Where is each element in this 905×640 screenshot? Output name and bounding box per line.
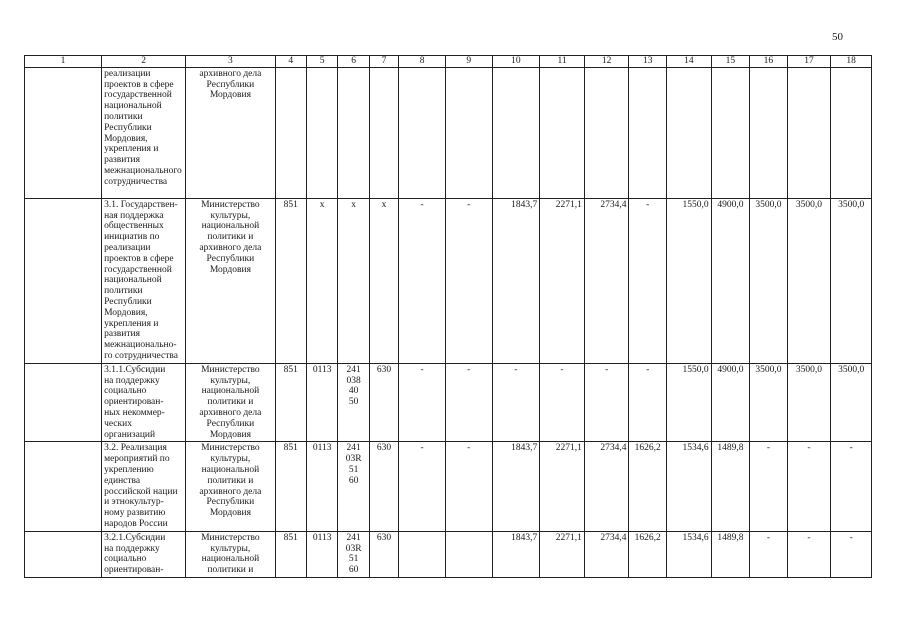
table-cell (629, 67, 667, 198)
executor-cell: архивного дела Республики Мордовия (186, 67, 275, 198)
table-cell: 851 (275, 198, 306, 363)
table-cell: 1550,0 (667, 363, 712, 442)
table-cell: 1843,7 (492, 531, 540, 577)
table-cell (540, 67, 585, 198)
table-cell: 2271,1 (540, 442, 585, 531)
executor-cell: Министерство культуры, национальной политики и архивного дела Республики Мордовия (186, 198, 275, 363)
table-cell (25, 363, 102, 442)
table-cell: 2734,4 (584, 442, 629, 531)
table-cell (667, 67, 712, 198)
column-header: 10 (492, 56, 540, 68)
table-cell: - (540, 363, 585, 442)
column-header: 14 (667, 56, 712, 68)
table-cell: - (750, 531, 788, 577)
header-row (25, 56, 872, 68)
budget-table (24, 55, 872, 578)
event-name-cell: 3.1.1.Субсидии на поддержку социально ориентирован- ных некоммер- ческих организаций (102, 363, 186, 442)
table-cell (445, 67, 492, 198)
table-cell: - (787, 442, 831, 531)
table-row (25, 198, 872, 363)
table-cell: 1843,7 (492, 442, 540, 531)
table-cell (750, 67, 788, 198)
column-header: 8 (399, 56, 446, 68)
column-header: 6 (338, 56, 369, 68)
column-header: 1 (25, 56, 102, 68)
table-cell (445, 531, 492, 577)
table-cell: - (584, 363, 629, 442)
table-cell: х (306, 198, 337, 363)
table-row (25, 531, 872, 577)
table-cell: - (629, 198, 667, 363)
table-cell: 3500,0 (831, 363, 872, 442)
table-cell: - (492, 363, 540, 442)
table-cell: - (831, 442, 872, 531)
table-cell: - (750, 442, 788, 531)
event-name-cell: 3.2.1.Субсидии на поддержку социально ориентирован- (102, 531, 186, 577)
table-cell (25, 67, 102, 198)
page-number: 50 (832, 31, 843, 43)
table-cell: 1534,6 (667, 531, 712, 577)
table-cell (369, 67, 398, 198)
executor-cell: Министерство культуры, национальной политики и архивного дела Республики Мордовия (186, 442, 275, 531)
table-cell: 1534,6 (667, 442, 712, 531)
table-cell: 241 03R 51 60 (338, 531, 369, 577)
event-name-cell: 3.2. Реализация мероприятий по укреплению единства российской нации и этнокультур- ному развитию народов России (102, 442, 186, 531)
column-header: 16 (750, 56, 788, 68)
table-cell (584, 67, 629, 198)
table-cell (25, 442, 102, 531)
table-row (25, 67, 872, 198)
table-cell: 2734,4 (584, 198, 629, 363)
table-cell: - (445, 198, 492, 363)
table-cell: х (338, 198, 369, 363)
table-cell: 630 (369, 363, 398, 442)
table-cell: 1843,7 (492, 198, 540, 363)
table-cell: 3500,0 (750, 363, 788, 442)
table-cell: 1489,8 (711, 442, 750, 531)
table-cell (275, 67, 306, 198)
table-cell (306, 67, 337, 198)
table-cell: 630 (369, 442, 398, 531)
table-cell: - (445, 363, 492, 442)
table-cell (831, 67, 872, 198)
table-cell: 1489,8 (711, 531, 750, 577)
table-cell: х (369, 198, 398, 363)
table-cell: 241 03R 51 60 (338, 442, 369, 531)
table-cell (25, 531, 102, 577)
column-header: 2 (102, 56, 186, 68)
table-cell (25, 198, 102, 363)
table-cell: - (399, 198, 446, 363)
executor-cell: Министерство культуры, национальной политики и (186, 531, 275, 577)
column-header: 3 (186, 56, 275, 68)
table-cell: 3500,0 (787, 363, 831, 442)
table-cell: - (399, 442, 446, 531)
column-header: 15 (711, 56, 750, 68)
table-cell (787, 67, 831, 198)
table-cell: 3500,0 (787, 198, 831, 363)
column-header: 17 (787, 56, 831, 68)
column-header: 11 (540, 56, 585, 68)
column-header: 9 (445, 56, 492, 68)
table-cell: 851 (275, 442, 306, 531)
table-row (25, 363, 872, 442)
column-header: 7 (369, 56, 398, 68)
table-cell (399, 67, 446, 198)
table-cell: 3500,0 (831, 198, 872, 363)
table-cell: 1626,2 (629, 531, 667, 577)
table-cell: 1550,0 (667, 198, 712, 363)
event-name-cell: реализации проектов в сфере государственной национальной политики Республики Мордовия, укрепления и развития межнационального сотрудничества (102, 67, 186, 198)
table-cell: - (399, 363, 446, 442)
table-cell: 851 (275, 363, 306, 442)
table-cell: 4900,0 (711, 198, 750, 363)
table-cell (399, 531, 446, 577)
table-cell: 2734,4 (584, 531, 629, 577)
table-cell: 2271,1 (540, 531, 585, 577)
table-cell: 4900,0 (711, 363, 750, 442)
table-cell: 630 (369, 531, 398, 577)
table-cell: 1626,2 (629, 442, 667, 531)
column-header: 5 (306, 56, 337, 68)
column-header: 4 (275, 56, 306, 68)
table-cell: 0113 (306, 442, 337, 531)
table-cell: 3500,0 (750, 198, 788, 363)
table-cell: 241 038 40 50 (338, 363, 369, 442)
table-cell: - (831, 531, 872, 577)
table-cell (711, 67, 750, 198)
table-row (25, 442, 872, 531)
table-cell: - (787, 531, 831, 577)
table-cell (492, 67, 540, 198)
table-cell: 2271,1 (540, 198, 585, 363)
table-cell: - (629, 363, 667, 442)
column-header: 13 (629, 56, 667, 68)
table-cell: - (445, 442, 492, 531)
table-cell (338, 67, 369, 198)
event-name-cell: 3.1. Государствен- ная поддержка общественных инициатив по реализации проектов в сфере государственной национальной политики Республики Мордовия, укрепления и развития межнационально- го сотрудничества (102, 198, 186, 363)
table-cell: 851 (275, 531, 306, 577)
table-cell: 0113 (306, 531, 337, 577)
column-header: 18 (831, 56, 872, 68)
executor-cell: Министерство культуры, национальной политики и архивного дела Республики Мордовия (186, 363, 275, 442)
column-header: 12 (584, 56, 629, 68)
table-cell: 0113 (306, 363, 337, 442)
